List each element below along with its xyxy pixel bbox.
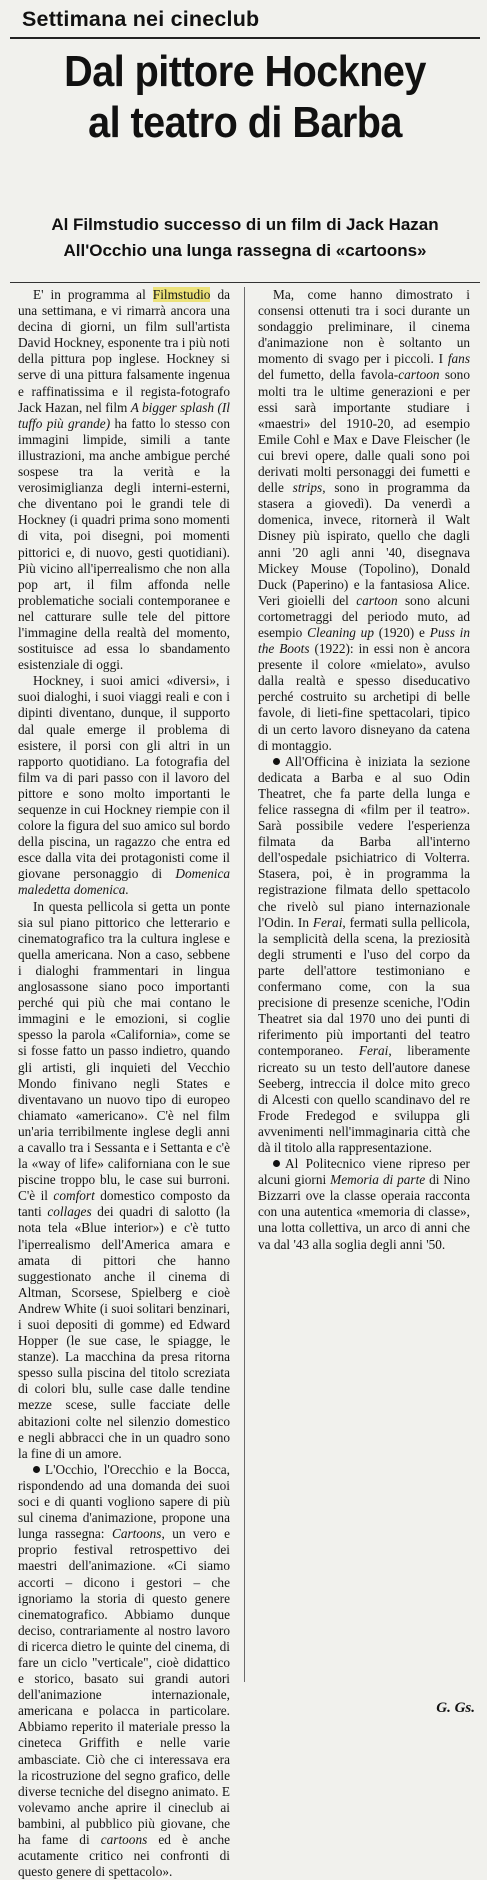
- text-run: sono molti tra le ultime generazioni e per essi sarà importante studiare i «maestri» del 1910-20, ad esempio Emile Cohl e Max e Dave Fleischer (le cui brevi opere, dalle quali sono poi derivati molti personaggi dei fumetti e delle: [258, 367, 470, 496]
- section-kicker: Settimana nei cineclub: [22, 7, 260, 31]
- highlighted-cinema-name: Filmstudio: [152, 287, 211, 302]
- author-signature: G. Gs.: [436, 1700, 475, 1716]
- text-run: L'Occhio, l'Orecchio e la Bocca, rispondendo ad una domanda dei suoi soci e di quanti vogliono sapere di più sul cinema d'animazione, propone una lunga rassegna:: [18, 1461, 230, 1542]
- text-run: In questa pellicola si getta un ponte sia sul piano pittorico che letterario e cinematografico tra la cultura inglese e quella americana. Non a caso, sebbene i dialoghi frammentari in lingua anglosassone siano poco importanti perché qui più che mai contano le immagini e le emozioni, si coglie spesso la parola «California», come se si fosse fatto un passo indietro, quando gli artisti, gli inquieti del Vecchio Mondo finivano negli States e diventavano un nuovo tipo di europeo chiamato «americano». C'è nel film un'aria terribilmente inglese degli anni a cavallo tra i Sessanta e i Settanta e c'è la «way of life» californiana con le sue piscine troppo blu, le case sui burroni. C'è il: [18, 898, 230, 1204]
- italic-term: strips: [292, 480, 323, 496]
- film-title: Ferai: [358, 1043, 389, 1059]
- paragraph-england-america: [18, 899, 230, 1462]
- headline-line-1: Dal pittore Hockney: [64, 47, 426, 96]
- text-run: , un vero e proprio festival retrospettivo dei maestri dell'animazione. «Ci siamo accorti – dicono i gestori – che ignoriamo la storia di questo genere cinematografico. Abbiamo dunque deciso, contrariamente al nostro lavoro di ricerca dietro le quinte del cinema, di fare un ciclo "verticale", cioè didattico e storico, basato sui grandi autori dell'animazione internazionale, americana e polacca in particolare. Abbiamo reperito il materiale presso la cineteca Griffith e nelle varie ambasciate. Ciò che ci interessava era la ricostruzione del segno grafico, delle diverse tecniche del disegno animato. E volevamo anche aprire il cineclub ai bambini, al pubblico più giovane, che ha fame di: [18, 1526, 231, 1847]
- paragraph-occhio-cartoons: [18, 1462, 230, 1880]
- headline: [34, 46, 457, 148]
- italic-term: cartoons: [100, 1832, 148, 1847]
- subheadline-line-1: Al Filmstudio successo di un film di Jack Hazan: [51, 215, 439, 234]
- text-run: Al Politecnico viene ripreso per alcuni giorni: [258, 1156, 470, 1188]
- subheadline: [10, 212, 480, 264]
- text-run: dei quadri di salotto (la nota tela «Blue interior») e c'è tutto l'iperrealismo dell'America amara e amata di pittori che hanno suggestionato anche il cinema di Altman, Scorsese, Spielberg e cioè Andrew White (i suoi solitari benzinari, i suoi depositi di gomme) ed Edward Hopper (le sue case, le spiagge, le stanze). La macchina da presa ritorna spesso sulla piscina del titolo screziata di colori blu, sulle case dalle tendine mezze scese, sulle facciate delle abitazioni colte nel silenzio domestico e negli abbracci che in un quadro sono la fine di un amore.: [18, 1204, 230, 1461]
- film-title: Cleaning up: [307, 624, 374, 640]
- kicker-rule: [10, 37, 480, 39]
- text-run: (1920) e: [373, 624, 430, 640]
- bullet-icon: [33, 1466, 40, 1473]
- film-title: Puss in the Boots: [258, 624, 471, 657]
- text-run: sono alcuni cortometraggi del periodo muto, ad esempio: [258, 592, 470, 640]
- paragraph-politecnico: [258, 1156, 470, 1253]
- paragraph-hockney-friends: [18, 673, 230, 898]
- text-run: , liberamente ricreato su un testo dell'autore danese Seeberg, intreccia il dolce mito greco di Alcesti con quello scandinavo del re Frode Fredegod e sviluppa gli avvenimenti nell'immaginaria città che dà il titolo alla rappresentazione.: [258, 1043, 470, 1155]
- text-run: da una settimana, e vi rimarrà ancora una decina di giorni, un film sull'artista David Hockney, esponente tra i più noti della pittura pop inglese. Hockney si serve di una pittura falsamente ingenua e raffinatissima e il regista-fotografo Jack Hazan, nel film: [18, 287, 230, 415]
- italic-term: cartoon: [356, 592, 398, 608]
- text-run: del fumetto, della favola-: [258, 367, 399, 383]
- film-title: Domenica maledetta domenica.: [18, 866, 230, 898]
- bullet-icon: [273, 758, 280, 765]
- text-run: di Nino Bizzarri ove la classe operaia racconta con una autentica «memoria di classe», una lotta collettiva, un arco di anni che va dal '43 alla soglia degli anni '50.: [258, 1172, 471, 1252]
- text-run: (1922): in essi non è ancora presente il colore «mielato», avulso dalla realtà e spesso diseducativo perché costruito su archetipi di belle favole, di lieti-fine spettacolari, tipico di un certo lavoro disneyano da catena di montaggio.: [258, 641, 470, 753]
- italic-term: cartoon: [398, 367, 440, 383]
- rassegna-title: Cartoons: [111, 1526, 162, 1542]
- text-run: , fermati sulla pellicola, la semplicità della scena, la preziosità degli strumenti e l'uso del corpo da parte dell'attore testimoniano e confermano come, con la sua precisione di presenze sceniche, l'Odin Theatret sia dal 1970 uno dei punti di riferimento più importanti del teatro contemporaneo.: [258, 914, 470, 1059]
- text-run: Ma, come hanno dimostrato i consensi ottenuti tra i soci durante un sondaggio preliminare, il cinema d'animazione non è soltanto un momento di svago per i piccoli. I: [258, 287, 470, 367]
- italic-term: fans: [447, 351, 470, 367]
- headline-line-2: al teatro di Barba: [88, 98, 402, 147]
- article-column-right: [258, 287, 470, 1682]
- bullet-icon: [273, 1160, 280, 1167]
- subheadline-line-2: All'Occhio una lunga rassegna di «cartoons»: [63, 241, 427, 260]
- columns-top-rule: [10, 282, 480, 283]
- text-run: ed è anche acutamente critico nei confronti di questo genere di spettacolo».: [18, 1832, 230, 1880]
- text-run: , sono in programma da stasera a giovedì). Da venerdì a domenica, invece, ritornerà il Walt Disney più ispirato, quello che dagli anni '20 agli anni '40, disegnava Mickey Mouse (Topolino), Donald Duck (Paperino) e la fantasiosa Alice. Veri gioielli del: [258, 480, 470, 608]
- paragraph-hockney-film: [18, 287, 230, 673]
- italic-term: comfort: [53, 1188, 95, 1204]
- article-column-left: [18, 287, 231, 1880]
- film-title: Memoria di parte: [330, 1172, 426, 1188]
- column-divider: [244, 287, 245, 1682]
- text-run: Hockney, i suoi amici «diversi», i suoi dialoghi, i suoi viaggi reali e con i dipinti diventano, dunque, il supporto dal quale emerge il problema di esistere, il porsi con gli altri in un rapporto quotidiano. La fotografia del film va di pari passo con il lavoro del pittore e sono molto importanti le sequenze in cui Hockney riempie con il colore la figura del suo amico sul bordo della piscina, un ragazzo che entra ed esce dalla vita dei protagonisti come il giovane personaggio di: [18, 673, 230, 882]
- paragraph-officina-barba: [258, 754, 470, 1156]
- italic-term: collages: [47, 1204, 92, 1220]
- paragraph-animation-program: [258, 287, 470, 754]
- text-run: ha fatto lo stesso con immagini limpide, simili a tante illustrazioni, ma anche ambigue perché sospese tra la verità e la verosimiglianza degli interni-esterni, che diventano poi le grandi tele di Hockney (i quadri prima sono momenti di vita, poi disegni, poi momenti pittorici e, di nuovo, gesti quotidiani). Più vicino all'iperrealismo che non alla pop art, il film affonda nelle problematiche sociali contemporanee e nel catturare sulle tele del pittore l'immagine della realtà del momento, sostituisce ad essa lo sbandamento esistenziale di oggi.: [18, 415, 230, 673]
- film-title: A bigger splash (Il tuffo più grande): [18, 399, 230, 431]
- text-run: domestico composto da tanti: [18, 1188, 230, 1220]
- film-title: Ferai: [312, 914, 343, 930]
- text-run: All'Officina è iniziata la sezione dedicata a Barba e al suo Odin Theatret, che fa parte della lunga e felice rassegna di «film per il teatro». Sarà possibile vedere l'esperienza filmata da Barba all'interno dell'ospedale psichiatrico di Volterra. Stasera, poi, è in programma la registrazione filmata dello spettacolo che rivelò sul piano internazionale l'Odin. In: [258, 753, 470, 930]
- text-run: E' in programma al: [33, 287, 153, 302]
